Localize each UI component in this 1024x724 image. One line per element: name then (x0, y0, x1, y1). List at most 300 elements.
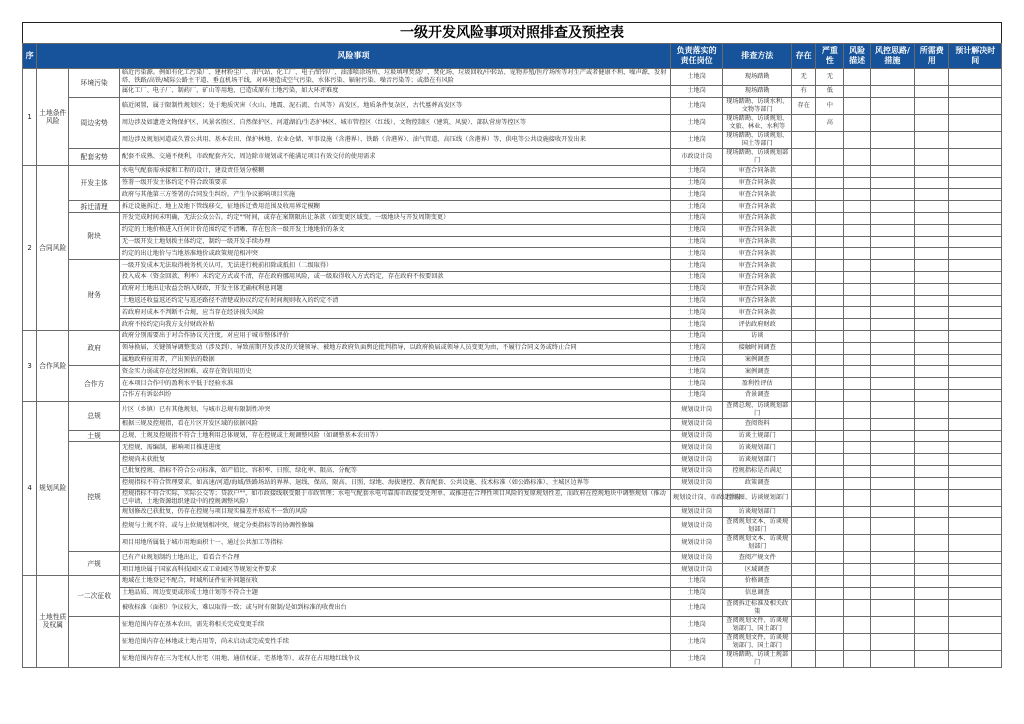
responsible-cell: 土地岗 (670, 342, 722, 354)
responsible-cell: 土地岗 (670, 248, 722, 260)
cost-cell (915, 131, 949, 148)
description-cell (844, 283, 870, 295)
measures-cell (870, 401, 914, 418)
method-cell: 审查合同条款 (723, 295, 792, 307)
responsible-cell: 规划设计岗 (670, 552, 722, 564)
responsible-cell: 土地岗 (670, 378, 722, 390)
method-cell: 审查合同条款 (723, 165, 792, 177)
description-cell (844, 295, 870, 307)
risk-item-text: 片区（乡镇）已有其他规划，与城市总规有限制性冲突 (119, 401, 670, 418)
cost-cell (915, 489, 949, 506)
exist-cell: 无 (792, 69, 816, 86)
severity-cell (816, 236, 844, 248)
risk-item-text: 属化工厂、电子厂、制药厂、矿山等用地，已造成原有土地污染，如大环评难度 (119, 86, 670, 98)
header-time: 预计解决时间 (949, 44, 1002, 69)
exist-cell (792, 201, 816, 213)
description-cell (844, 224, 870, 236)
method-cell: 访谈土规部门 (723, 430, 792, 442)
risk-item-text: 已有产业规划制约土地出让，看看合不合理 (119, 552, 670, 564)
exist-cell: 存在 (792, 97, 816, 114)
severity-cell (816, 418, 844, 430)
cost-cell (915, 564, 949, 576)
risk-item-text: 规划修改已获批复，仍存在控规与项目现实偏差并形成不一致的风险 (119, 506, 670, 518)
exist-cell (792, 477, 816, 489)
description-cell (844, 97, 870, 114)
responsible-cell: 土地岗 (670, 295, 722, 307)
risk-item-text: 周边涉及如遗迹文物保护区、风景名胜区、自然保护区、河道湖泊/生态护林区、城市管控区（红线）、文物控制区（建筑、风貌）、部队营房等控区等 (119, 114, 670, 131)
description-cell (844, 465, 870, 477)
description-cell (844, 330, 870, 342)
cost-cell (915, 236, 949, 248)
group-subcategory (69, 616, 119, 667)
severity-cell (816, 271, 844, 283)
responsible-cell: 规划设计岗 (670, 430, 722, 442)
cost-cell (915, 633, 949, 650)
exist-cell (792, 114, 816, 131)
risk-item-text: 征地范围内存在林地或土地占用等，尚未启动或完成变性手续 (119, 633, 670, 650)
severity-cell (816, 283, 844, 295)
cost-cell (915, 454, 949, 466)
cost-cell (915, 148, 949, 165)
description-cell (844, 201, 870, 213)
time-cell (949, 165, 1002, 177)
table-row (23, 477, 1002, 489)
method-cell: 现场踏勘 (723, 69, 792, 86)
severity-cell (816, 366, 844, 378)
measures-cell (870, 319, 914, 331)
responsible-cell: 规划设计岗 (670, 454, 722, 466)
description-cell (844, 319, 870, 331)
measures-cell (870, 295, 914, 307)
method-cell: 查阅规划文本、访谈规划部门 (723, 535, 792, 552)
time-cell (949, 587, 1002, 599)
risk-item-text: 在本项目合作中的盈利水平低于经验水准 (119, 378, 670, 390)
table-row (23, 236, 1002, 248)
table-row (23, 465, 1002, 477)
cost-cell (915, 442, 949, 454)
risk-item-text: 一级开发成本无法取得税务机关认可，无法进行税前扣除或抵扣（二级取得） (119, 260, 670, 272)
table-row (23, 633, 1002, 650)
group-subcategory: 配套劣势 (69, 148, 119, 165)
description-cell (844, 177, 870, 189)
risk-item-text: 资金实力弱或存在经营困难，或存在资信用历史 (119, 366, 670, 378)
description-cell (844, 260, 870, 272)
exist-cell (792, 650, 816, 667)
time-cell (949, 518, 1002, 535)
table-row (23, 650, 1002, 667)
risk-item-text: 政府对土地出让收益会纳入财政，开发主体无确权利息问题 (119, 283, 670, 295)
risk-item-text: 征地范围内存在三为宅权人住宅（用地、通信权证、宅基地等），或存在占用地红线争议 (119, 650, 670, 667)
table-row (23, 564, 1002, 576)
group-subcategory: 产规 (69, 552, 119, 576)
exist-cell (792, 354, 816, 366)
description-cell (844, 552, 870, 564)
group-subcategory: 财务 (69, 260, 119, 331)
risk-item-text: 控规与土规不符、或与上位规划相冲突，规定分类指标等的协调性修编 (119, 518, 670, 535)
exist-cell (792, 260, 816, 272)
time-cell (949, 418, 1002, 430)
cost-cell (915, 378, 949, 390)
cost-cell (915, 307, 949, 319)
severity-cell (816, 430, 844, 442)
description-cell (844, 69, 870, 86)
measures-cell (870, 650, 914, 667)
measures-cell (870, 418, 914, 430)
description-cell (844, 401, 870, 418)
time-cell (949, 148, 1002, 165)
exist-cell (792, 236, 816, 248)
exist-cell (792, 442, 816, 454)
responsible-cell: 土地岗 (670, 131, 722, 148)
responsible-cell: 土地岗 (670, 165, 722, 177)
exist-cell (792, 389, 816, 401)
measures-cell (870, 330, 914, 342)
severity-cell (816, 401, 844, 418)
responsible-cell: 规划设计岗 (670, 564, 722, 576)
responsible-cell: 土地岗 (670, 114, 722, 131)
measures-cell (870, 131, 914, 148)
cost-cell (915, 430, 949, 442)
cost-cell (915, 177, 949, 189)
exist-cell (792, 283, 816, 295)
group-subcategory: 控规 (69, 442, 119, 552)
exist-cell (792, 518, 816, 535)
exist-cell (792, 248, 816, 260)
measures-cell (870, 564, 914, 576)
method-cell: 盈利性评估 (723, 378, 792, 390)
header-method: 排查方法 (723, 44, 792, 69)
description-cell (844, 248, 870, 260)
responsible-cell: 土地岗 (670, 319, 722, 331)
cost-cell (915, 552, 949, 564)
cost-cell (915, 189, 949, 201)
method-cell: 审查合同条款 (723, 224, 792, 236)
method-cell: 现场踏勘、访谈规划、国土等部门 (723, 131, 792, 148)
table-row (23, 575, 1002, 587)
severity-cell (816, 330, 844, 342)
severity-cell (816, 342, 844, 354)
exist-cell (792, 418, 816, 430)
risk-item-text: 属地政府征用者，产出预估的数据 (119, 354, 670, 366)
time-cell (949, 271, 1002, 283)
responsible-cell: 土地岗 (670, 283, 722, 295)
cost-cell (915, 401, 949, 418)
risk-item-text: 总规、土规及控规指不符合土地利用总体规划，存在控规或土规调整风险（如调整基本农田等） (119, 430, 670, 442)
table-row (23, 86, 1002, 98)
table-row (23, 506, 1002, 518)
cost-cell (915, 69, 949, 86)
time-cell (949, 389, 1002, 401)
measures-cell (870, 552, 914, 564)
exist-cell (792, 564, 816, 576)
severity-cell (816, 616, 844, 633)
risk-item-text: 周边涉及规划河道或久置公共用、基本农田、保护林地、农业仓储、军事设施（含港界）、铁路（含港界）、油气管道、高压线（含港界）等，供电等公共设施接收开发出来 (119, 131, 670, 148)
risk-item-text: 若政府对成本不判断不合规，应当存在经济损失风险 (119, 307, 670, 319)
responsible-cell: 土地岗 (670, 587, 722, 599)
severity-cell (816, 131, 844, 148)
exist-cell (792, 307, 816, 319)
measures-cell (870, 587, 914, 599)
time-cell (949, 248, 1002, 260)
section-seq (23, 575, 37, 667)
method-cell: 查阅规划文本、访谈规划部门 (723, 518, 792, 535)
description-cell (844, 564, 870, 576)
risk-item-text: 约定的出让地价与当地基准地价或政策规范相冲突 (119, 248, 670, 260)
time-cell (949, 86, 1002, 98)
severity-cell (816, 454, 844, 466)
responsible-cell: 土地岗 (670, 212, 722, 224)
severity-cell: 低 (816, 86, 844, 98)
table-row (23, 177, 1002, 189)
description-cell (844, 506, 870, 518)
severity-cell (816, 295, 844, 307)
risk-item-text: 拆迁设施拆迁、地上及地下管线移交，征地拆迁费用范围及收用界定模糊 (119, 201, 670, 213)
table-row (23, 295, 1002, 307)
cost-cell (915, 201, 949, 213)
time-cell (949, 236, 1002, 248)
table-row (23, 378, 1002, 390)
measures-cell (870, 114, 914, 131)
cost-cell (915, 295, 949, 307)
time-cell (949, 489, 1002, 506)
responsible-cell: 土地岗 (670, 69, 722, 86)
group-subcategory: 周边劣势 (69, 97, 119, 148)
measures-cell (870, 430, 914, 442)
time-cell (949, 114, 1002, 131)
risk-item-text: 水电气配套需承接和工程的设计，建设责任划分模糊 (119, 165, 670, 177)
table-row (23, 165, 1002, 177)
table-row (23, 587, 1002, 599)
risk-item-text: 被收标准（面积）争议较大，难以取得一致；或与时有限制/是如到标准的收费出台 (119, 599, 670, 616)
group-subcategory: 附块 (69, 212, 119, 259)
table-row (23, 366, 1002, 378)
exist-cell (792, 616, 816, 633)
risk-item-text: 合作方有诉讼纠纷 (119, 389, 670, 401)
table-header-row (23, 44, 1002, 69)
table-body (23, 69, 1002, 668)
risk-item-text: 无控规，需编制，影响项目推进进度 (119, 442, 670, 454)
risk-item-text: 投入成本（资金回款、利率）未约定方式或不清，存在政府挪用风险，或一级取得收入方式约定，存在政府不按要回款 (119, 271, 670, 283)
risk-sheet (22, 22, 1002, 668)
measures-cell (870, 535, 914, 552)
time-cell (949, 97, 1002, 114)
risk-item-text: 领导换届，关键领导调整变动（涉及到），导致前期开发涉及的关键领导、被地方政府负面舆论批判指导，以政府换届或领导人员变更为由，不履行合同义务或终止合同 (119, 342, 670, 354)
exist-cell (792, 212, 816, 224)
time-cell (949, 260, 1002, 272)
time-cell (949, 354, 1002, 366)
responsible-cell: 规划设计岗 (670, 535, 722, 552)
description-cell (844, 599, 870, 616)
exist-cell (792, 599, 816, 616)
responsible-cell: 土地岗 (670, 354, 722, 366)
cost-cell (915, 389, 949, 401)
description-cell (844, 587, 870, 599)
description-cell (844, 354, 870, 366)
method-cell: 接触时间调查 (723, 342, 792, 354)
severity-cell: 高 (816, 114, 844, 131)
group-subcategory: 总规 (69, 401, 119, 430)
severity-cell: 中 (816, 97, 844, 114)
section-seq: 3 (23, 330, 37, 401)
measures-cell (870, 165, 914, 177)
responsible-cell: 土地岗 (670, 271, 722, 283)
severity-cell (816, 201, 844, 213)
severity-cell (816, 587, 844, 599)
description-cell (844, 442, 870, 454)
measures-cell (870, 575, 914, 587)
risk-item-text: 控规指标不符合管理要求，如高速/河道/海域/铁路场站的界界、退线、保高、限高、日照、绿地、海拔建控、教育配套、公共设施、技术标准（如公路标准）、主城区边界等 (119, 477, 670, 489)
table-row (23, 248, 1002, 260)
measures-cell (870, 465, 914, 477)
cost-cell (915, 319, 949, 331)
measures-cell (870, 307, 914, 319)
section-seq: 2 (23, 165, 37, 330)
responsible-cell: 规划设计岗 (670, 518, 722, 535)
measures-cell (870, 283, 914, 295)
table-row (23, 442, 1002, 454)
table-row (23, 97, 1002, 114)
header-cost: 所需费用 (915, 44, 949, 69)
method-cell: 现场踏勘、访谈水利、文物等部门 (723, 97, 792, 114)
measures-cell (870, 248, 914, 260)
description-cell (844, 575, 870, 587)
time-cell (949, 366, 1002, 378)
cost-cell (915, 342, 949, 354)
section-category: 土地条件风险 (37, 69, 69, 166)
cost-cell (915, 283, 949, 295)
table-row (23, 454, 1002, 466)
method-cell: 访谈 (723, 330, 792, 342)
time-cell (949, 307, 1002, 319)
section-seq: 4 (23, 401, 37, 575)
risk-item-text: 政府不按约定向我方支付财政补贴 (119, 319, 670, 331)
exist-cell (792, 587, 816, 599)
cost-cell (915, 587, 949, 599)
method-cell: 控规图、访谈规划部门 (723, 489, 792, 506)
cost-cell (915, 248, 949, 260)
severity-cell (816, 177, 844, 189)
group-subcategory: 土规 (69, 430, 119, 442)
risk-item-text: 开发完成时间未明确，无法公众公告，约定""时间，或存在案期限出让条款（如变更区域变、一级地块与开发周期变更） (119, 212, 670, 224)
exist-cell (792, 454, 816, 466)
description-cell (844, 307, 870, 319)
risk-item-text: 控规指标不符合实际，实际公交等；贷款户""，如市政接线联受限于市政管理；水电气配套水电可靠需市政接受处理单，或推进在合理性项目风险的复原规划性差，而政府在控规地块中调整规划（推动已申请，土地资源组织建设中的控规调整风险） (119, 489, 670, 506)
table-row (23, 418, 1002, 430)
method-cell: 现场踏勘、访谈规划、文旅、林业、水利等 (723, 114, 792, 131)
severity-cell: 无 (816, 69, 844, 86)
measures-cell (870, 271, 914, 283)
severity-cell (816, 465, 844, 477)
measures-cell (870, 189, 914, 201)
responsible-cell: 规划设计岗 (670, 418, 722, 430)
measures-cell (870, 260, 914, 272)
section-category: 土地性质及权属 (37, 575, 69, 667)
method-cell: 背景调查 (723, 389, 792, 401)
measures-cell (870, 378, 914, 390)
exist-cell (792, 430, 816, 442)
description-cell (844, 342, 870, 354)
severity-cell (816, 650, 844, 667)
time-cell (949, 69, 1002, 86)
responsible-cell: 土地岗 (670, 650, 722, 667)
description-cell (844, 454, 870, 466)
measures-cell (870, 212, 914, 224)
severity-cell (816, 575, 844, 587)
method-cell: 区域调查 (723, 564, 792, 576)
table-row (23, 330, 1002, 342)
time-cell (949, 131, 1002, 148)
severity-cell (816, 165, 844, 177)
exist-cell (792, 465, 816, 477)
cost-cell (915, 260, 949, 272)
responsible-cell: 土地岗 (670, 616, 722, 633)
severity-cell (816, 248, 844, 260)
time-cell (949, 342, 1002, 354)
table-row (23, 189, 1002, 201)
method-cell: 查阅产规文件 (723, 552, 792, 564)
exist-cell (792, 165, 816, 177)
risk-item-text: 征地范围内存在基本农田，需先将相关完成变更手续 (119, 616, 670, 633)
responsible-cell: 土地岗 (670, 260, 722, 272)
time-cell (949, 633, 1002, 650)
exist-cell (792, 633, 816, 650)
measures-cell (870, 97, 914, 114)
risk-item-text: 配套不成熟、交通不便利，市政配套齐欠、周边除市规划或不能满足项目有效交付的使用需求 (119, 148, 670, 165)
description-cell (844, 86, 870, 98)
description-cell (844, 148, 870, 165)
measures-cell (870, 86, 914, 98)
severity-cell (816, 189, 844, 201)
risk-item-text: 控规尚未获批复 (119, 454, 670, 466)
method-cell: 审查合同条款 (723, 307, 792, 319)
description-cell (844, 189, 870, 201)
time-cell (949, 189, 1002, 201)
time-cell (949, 477, 1002, 489)
group-subcategory: 一二次征收 (69, 575, 119, 616)
header-description: 风险描述 (844, 44, 870, 69)
table-row (23, 401, 1002, 418)
cost-cell (915, 616, 949, 633)
table-row (23, 342, 1002, 354)
time-cell (949, 378, 1002, 390)
table-row (23, 319, 1002, 331)
cost-cell (915, 271, 949, 283)
cost-cell (915, 86, 949, 98)
method-cell: 现场踏勘 (723, 86, 792, 98)
table-row (23, 114, 1002, 131)
exist-cell (792, 535, 816, 552)
cost-cell (915, 465, 949, 477)
method-cell: 查阅资料 (723, 418, 792, 430)
table-row (23, 552, 1002, 564)
measures-cell (870, 354, 914, 366)
time-cell (949, 506, 1002, 518)
table-row (23, 599, 1002, 616)
method-cell: 审查合同条款 (723, 283, 792, 295)
risk-item-text: 临近闲置，属于限制性规划区；处于地质灾害（火山、地震、泥石流、台风等）高发区，地质条件复杂区，古代墓葬高发区等 (119, 97, 670, 114)
method-cell: 查阅规划文件、访谈规划部门、国土部门 (723, 633, 792, 650)
responsible-cell: 土地岗 (670, 86, 722, 98)
severity-cell (816, 389, 844, 401)
time-cell (949, 212, 1002, 224)
cost-cell (915, 506, 949, 518)
table-row (23, 131, 1002, 148)
severity-cell (816, 518, 844, 535)
method-cell: 访谈规划部门 (723, 442, 792, 454)
measures-cell (870, 518, 914, 535)
risk-item-text: 项目地块属于国家高科技园区或工业园区等规划文件要求 (119, 564, 670, 576)
time-cell (949, 616, 1002, 633)
